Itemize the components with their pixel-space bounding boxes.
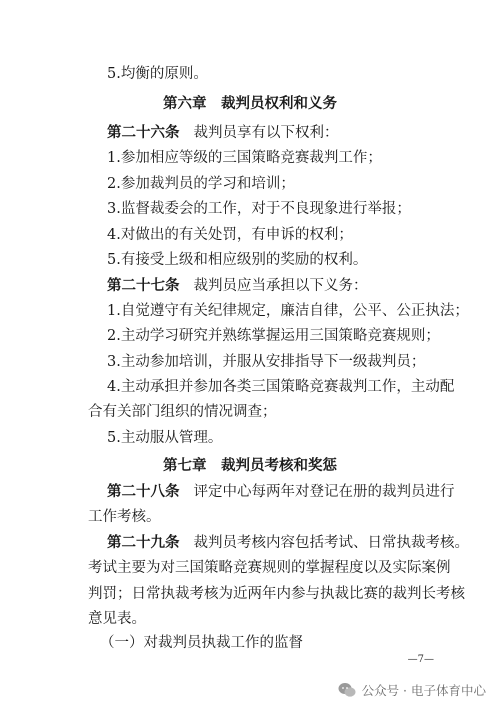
list-item: 3.监督裁委会的工作，对于不良现象进行举报； (107, 201, 411, 217)
list-item: 3.主动参加培训，并服从安排指导下一级裁判员； (107, 354, 426, 370)
article-29-continued: 意见表。 (88, 611, 146, 627)
article-26-text: 裁判员享有以下权利： (193, 125, 339, 141)
list-item: 5.有接受上级和相应级别的奖励的权利。 (107, 252, 368, 268)
watermark-text: 公众号 · 电子体育中心 (361, 683, 486, 698)
wechat-icon (337, 680, 357, 700)
article-29-continued: 判罚；日常执裁考核为近两年内参与执裁比赛的裁判长考核 (88, 586, 465, 602)
watermark (337, 680, 486, 700)
article-26-label: 第二十六条 (107, 124, 180, 141)
article-29-continued: 考试主要为对三国策略竞赛规则的掌握程度以及实际案例 (88, 560, 451, 576)
list-item: 1.参加相应等级的三国策略竞赛裁判工作； (107, 150, 382, 166)
article-26 (0, 123, 500, 143)
article-28 (0, 482, 500, 502)
article-27-text: 裁判员应当承担以下义务： (193, 278, 368, 294)
list-item: 2.参加裁判员的学习和培训； (107, 176, 295, 192)
article-29 (0, 533, 500, 553)
article-29-label: 第二十九条 (107, 534, 180, 551)
chapter-6-heading: 第六章 裁判员权利和义务 (163, 95, 337, 112)
article-28-label: 第二十八条 (107, 483, 180, 500)
article-29-text: 裁判员考核内容包括考试、日常执裁考核。 (193, 535, 469, 551)
section-heading: （一）对裁判员执裁工作的监督 (100, 635, 303, 651)
paragraph-principle-5: 5.均衡的原则。 (107, 66, 208, 82)
list-item: 4.主动承担并参加各类三国策略竞赛裁判工作，主动配 (107, 379, 455, 395)
article-28-text: 评定中心每两年对登记在册的裁判员进行 (193, 484, 455, 500)
list-item-continued: 合有关部门组织的情况调查； (88, 404, 277, 420)
list-item: 4.对做出的有关处罚，有申诉的权利； (107, 227, 353, 243)
article-27 (0, 276, 500, 296)
list-item: 5.主动服从管理。 (107, 430, 223, 446)
article-28-continued: 工作考核。 (88, 509, 161, 525)
page-number: —7— (407, 654, 434, 665)
list-item: 2.主动学习研究并熟练掌握运用三国策略竞赛规则； (107, 328, 440, 344)
list-item: 1.自觉遵守有关纪律规定，廉洁自律，公平、公正执法； (107, 303, 469, 319)
chapter-7-heading: 第七章 裁判员考核和奖惩 (163, 457, 337, 474)
article-27-label: 第二十七条 (107, 277, 180, 294)
